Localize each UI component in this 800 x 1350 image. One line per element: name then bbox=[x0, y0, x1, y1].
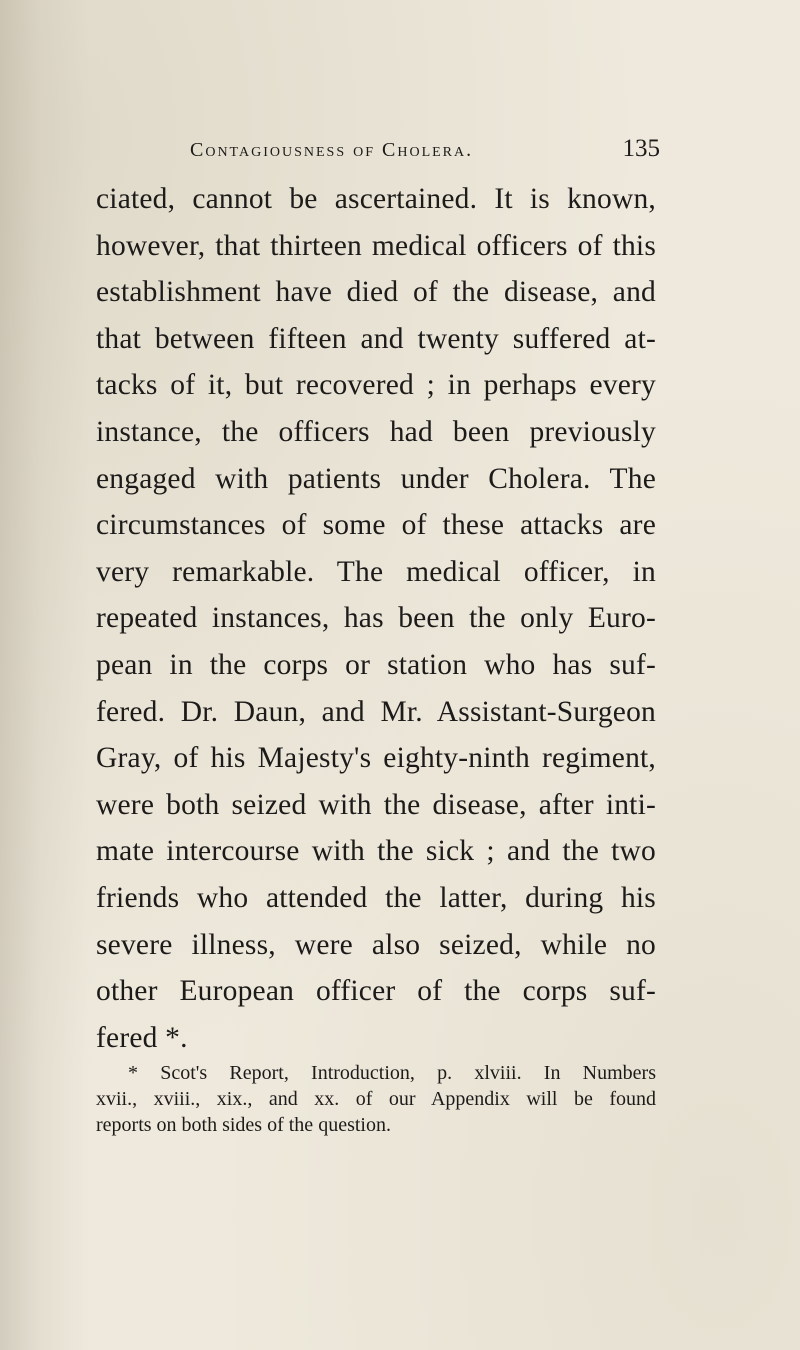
body-line: pean in the corps or station who has suf- bbox=[96, 648, 656, 681]
footnote-line: * Scot's Report, Introduction, p. xlviii. In Numbers bbox=[128, 1062, 656, 1084]
body-line: very remarkable. The medical officer, in bbox=[96, 555, 656, 588]
body-text bbox=[96, 176, 656, 1061]
page-header bbox=[190, 133, 660, 167]
body-line: that between fifteen and twenty suffered at- bbox=[96, 322, 656, 355]
body-line: were both seized with the disease, after inti- bbox=[96, 788, 656, 821]
body-line: severe illness, were also seized, while no bbox=[96, 928, 656, 961]
footnote-line: xvii., xviii., xix., and xx. of our Appendix will be found bbox=[96, 1088, 656, 1110]
body-line: circumstances of some of these attacks are bbox=[96, 509, 656, 542]
body-line: fered. Dr. Daun, and Mr. Assistant-Surgeon bbox=[96, 695, 656, 728]
body-line: other European officer of the corps suf- bbox=[96, 975, 656, 1008]
body-line: however, that thirteen medical officers of this bbox=[96, 229, 656, 262]
body-line: fered *. bbox=[96, 1021, 188, 1054]
footnote-line: reports on both sides of the question. bbox=[96, 1114, 391, 1136]
body-line: ciated, cannot be ascertained. It is known, bbox=[96, 183, 656, 215]
body-line: tacks of it, but recovered ; in perhaps every bbox=[96, 369, 656, 402]
body-line: instance, the officers had been previously bbox=[96, 415, 656, 448]
running-head: Contagiousness of Cholera. bbox=[190, 139, 474, 161]
body-line: engaged with patients under Cholera. The bbox=[96, 462, 656, 495]
body-line: friends who attended the latter, during his bbox=[96, 881, 656, 914]
footnote bbox=[96, 1060, 656, 1138]
body-line: repeated instances, has been the only Euro- bbox=[96, 602, 656, 635]
page-number: 135 bbox=[622, 135, 660, 162]
body-line: mate intercourse with the sick ; and the two bbox=[96, 835, 656, 868]
body-line: Gray, of his Majesty's eighty-ninth regiment, bbox=[96, 742, 656, 775]
body-line: establishment have died of the disease, and bbox=[96, 276, 656, 309]
